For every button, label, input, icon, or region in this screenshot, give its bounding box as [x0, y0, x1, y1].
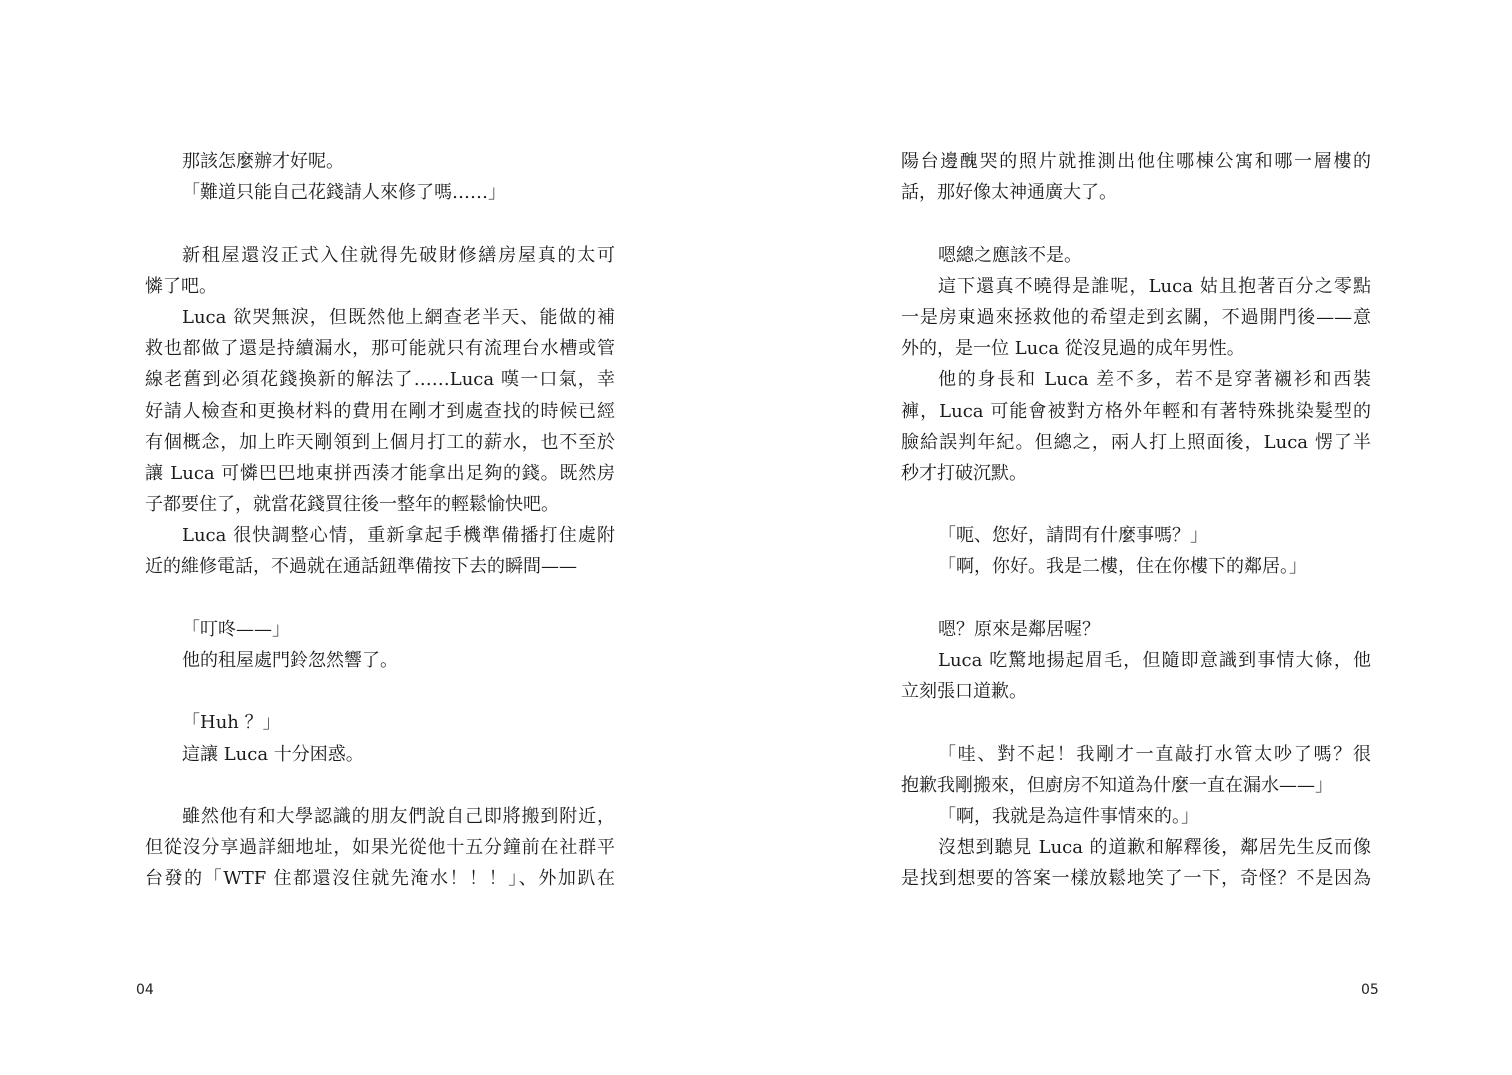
left-page-text — [145, 146, 615, 895]
paragraph-gap — [901, 489, 1371, 520]
text-line: 陽台邊醜哭的照片就推測出他住哪棟公寓和哪一層樓的 — [901, 151, 1371, 172]
text-line: Luca 很快調整心情，重新拿起手機準備播打住處附 — [182, 525, 615, 547]
text-line: 外的，是一位 Luca 從沒見過的成年男性。 — [901, 338, 1245, 360]
text-line: 「啊，你好。我是二樓，住在你樓下的鄰居。」 — [938, 556, 1307, 578]
text-line: 有個概念，加上昨天剛領到上個月打工的薪水，也不至於 — [145, 431, 615, 453]
text-line: 近的維修電話，不過就在通話鈕準備按下去的瞬間—— — [145, 556, 577, 578]
right-page-text — [901, 146, 1371, 895]
text-line: 救也都做了還是持續漏水，那可能就只有流理台水槽或管 — [145, 338, 615, 360]
text-line: 抱歉我剛搬來，但廚房不知道為什麼一直在漏水——」 — [901, 774, 1333, 796]
text-line: 秒才打破沉默。 — [901, 462, 1027, 484]
paragraph-gap — [145, 770, 615, 801]
text-line: 「Huh ？」 — [182, 712, 281, 734]
text-line: 讓 Luca 可憐巴巴地東拼西湊才能拿出足夠的錢。既然房 — [145, 462, 615, 484]
text-line: 好請人檢查和更換材料的費用在剛才到處查找的時候已經 — [145, 400, 615, 422]
paragraph-gap — [145, 583, 615, 614]
text-line: 這讓 Luca 十分困惑。 — [182, 743, 364, 765]
paragraph-gap — [901, 208, 1371, 239]
text-line: 他的租屋處門鈴忽然響了。 — [182, 650, 398, 671]
text-line: 「哇、對不起！我剛才一直敲打水管太吵了嗎？很 — [938, 743, 1371, 765]
text-line: 那該怎麼辦才好呢。 — [182, 151, 344, 172]
paragraph-gap — [901, 583, 1371, 614]
text-line: 「呃、您好，請問有什麼事嗎？」 — [938, 525, 1208, 547]
text-line: 他的身長和 Luca 差不多，若不是穿著襯衫和西裝 — [938, 369, 1371, 391]
paragraph-gap — [145, 208, 615, 239]
text-line: 子都要住了，就當花錢買往後一整年的輕鬆愉快吧。 — [145, 494, 559, 516]
text-line: 一是房東過來拯救他的希望走到玄關，不過開門後——意 — [901, 306, 1371, 328]
text-line: 是找到想要的答案一樣放鬆地笑了一下，奇怪？不是因為 — [901, 868, 1371, 890]
text-line: 褲，Luca 可能會被對方格外年輕和有著特殊挑染髮型的 — [901, 400, 1371, 422]
text-line: 「難道只能自己花錢請人來修了嗎……」 — [182, 182, 506, 204]
paragraph-gap — [901, 707, 1371, 738]
text-line: 線老舊到必須花錢換新的解法了……Luca 嘆一口氣，幸 — [145, 369, 615, 391]
text-line: 但從沒分享過詳細地址，如果光從他十五分鐘前在社群平 — [145, 837, 615, 859]
text-line: 話，那好像太神通廣大了。 — [901, 182, 1117, 204]
text-line: 「叮咚——」 — [182, 618, 290, 640]
text-line: 臉給誤判年紀。但總之，兩人打上照面後，Luca 愣了半 — [901, 431, 1371, 453]
right-page — [756, 0, 1512, 1075]
text-line: 沒想到聽見 Luca 的道歉和解釋後，鄰居先生反而像 — [938, 837, 1371, 859]
text-line: 嗯？原來是鄰居喔？ — [938, 618, 1100, 640]
right-page-number: 05 — [1361, 982, 1379, 998]
text-line: 這下還真不曉得是誰呢，Luca 姑且抱著百分之零點 — [938, 275, 1371, 297]
text-line: 「啊，我就是為這件事情來的。」 — [938, 805, 1199, 827]
text-line: 新租屋還沒正式入住就得先破財修繕房屋真的太可 — [182, 244, 615, 266]
text-line: 嗯總之應該不是。 — [938, 244, 1082, 266]
text-line: Luca 吃驚地揚起眉毛，但隨即意識到事情大條，他 — [938, 650, 1371, 671]
text-line: 雖然他有和大學認識的朋友們說自己即將搬到附近， — [182, 805, 615, 827]
text-line: 台發的「WTF 住都還沒住就先淹水！！！」、外加趴在 — [145, 868, 615, 890]
text-line: 立刻張口道歉。 — [901, 681, 1027, 703]
paragraph-gap — [145, 676, 615, 707]
text-line: 憐了吧。 — [145, 275, 217, 297]
left-page-number: 04 — [136, 982, 154, 998]
text-line: Luca 欲哭無淚，但既然他上網查老半天、能做的補 — [182, 306, 615, 328]
